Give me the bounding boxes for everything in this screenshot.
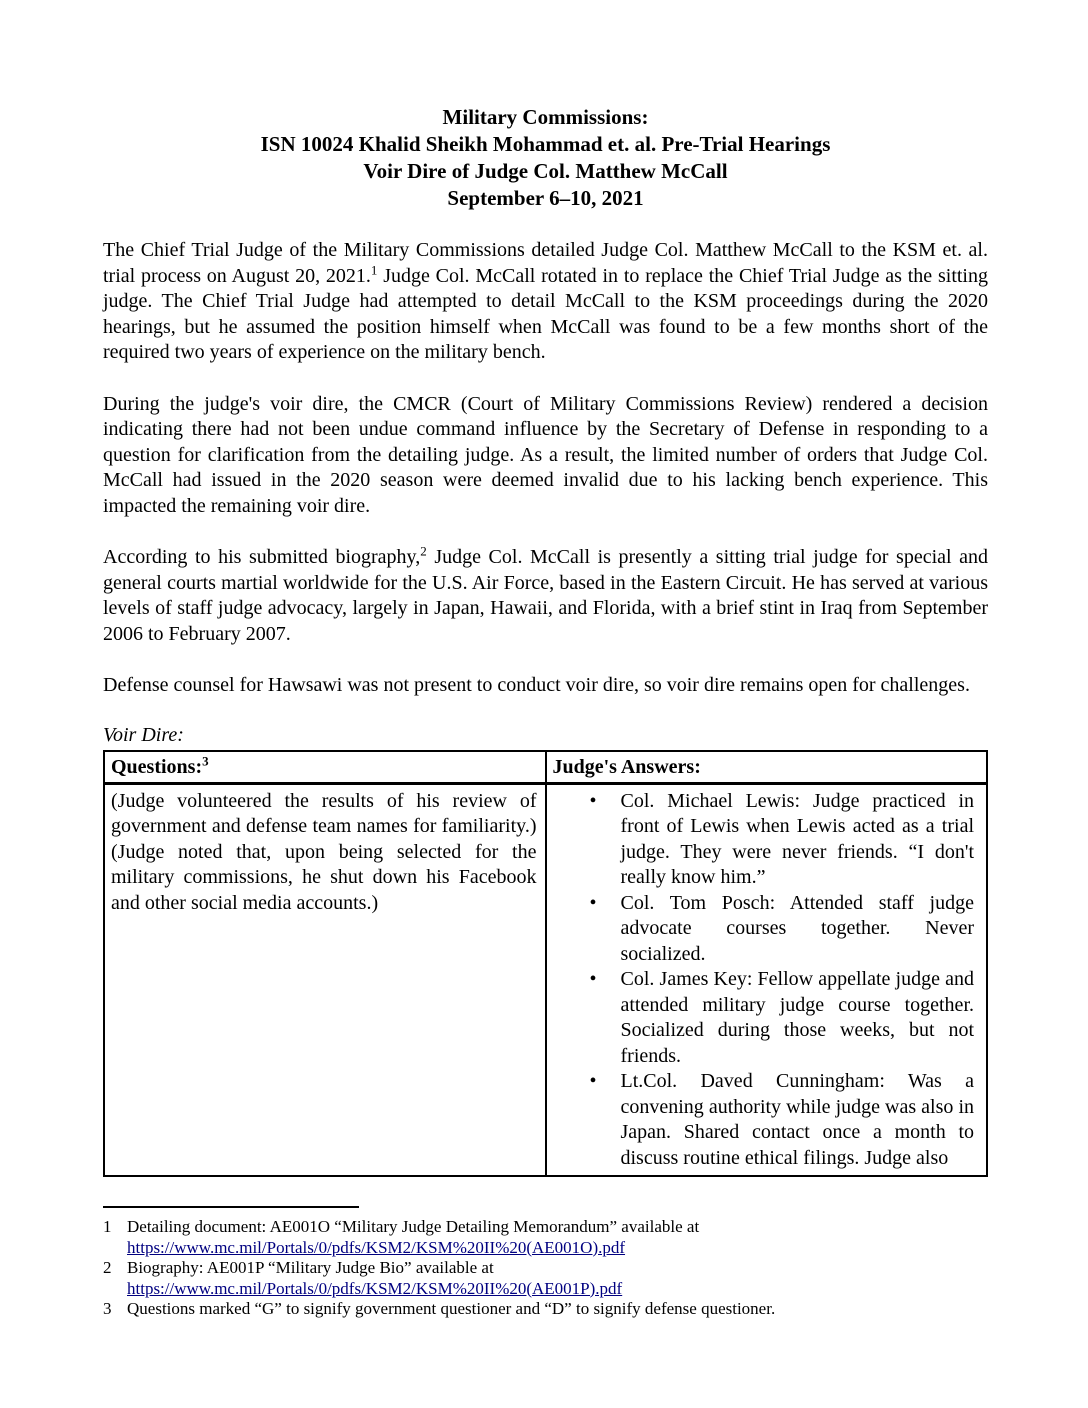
footnote-number: 1 xyxy=(103,1217,112,1236)
footnote-3 xyxy=(103,1299,988,1320)
paragraph-text: The Chief Trial Judge of the Military Commissions detailed Judge Col. Matthew McCall to the KSM et. al. trial process on August 20, 2021. xyxy=(103,239,988,287)
table-header-row xyxy=(104,751,987,784)
questions-column-header: Questions:$^3$ xyxy=(104,751,546,784)
paragraph-text: According to his submitted biography, xyxy=(103,546,421,568)
document-title xyxy=(103,104,988,212)
answers-column-header: Judge's Answers: xyxy=(546,751,988,784)
answer-item: • Col. James Key: Fellow appellate judge and attended military judge course together. Socialized during those weeks, but not friends. xyxy=(621,967,975,1069)
paragraph-biography xyxy=(103,545,988,647)
answer-item: • Col. Michael Lewis: Judge practiced in front of Lewis when Lewis acted as a trial judge. They were never friends. “I don't really know him.” xyxy=(621,789,975,891)
footnote-1 xyxy=(103,1217,988,1258)
footnote-link[interactable]: https://www.mc.mil/Portals/0/pdfs/KSM2/KSM%20II%20(AE001O).pdf xyxy=(127,1237,626,1257)
footnote-number: 2 xyxy=(103,1258,112,1277)
footnote-text: Questions marked “G” to signify government questioner and “D” to signify defense questioner. xyxy=(127,1299,776,1318)
voir-dire-section-label: Voir Dire: xyxy=(103,723,184,746)
footnote-ref-3: 3 xyxy=(202,752,209,768)
title-line-3: Voir Dire of Judge Col. Matthew McCall xyxy=(363,159,728,183)
voir-dire-table xyxy=(103,750,988,1178)
footnote-separator xyxy=(103,1206,359,1208)
answers-cell xyxy=(546,783,988,1176)
footnote-number: 3 xyxy=(103,1299,112,1318)
footnote-ref-2: 2 xyxy=(420,543,427,559)
paragraph-text: Judge Col. McCall is presently a sitting trial judge for special and general courts martial worldwide for the U.S. Air Force, based in the Eastern Circuit. He has served at various levels of staff judge advocacy, largely in Japan, Hawaii, and Florida, with a brief stint in Iraq from September 2006 to February 2007. xyxy=(103,546,988,645)
footnote-2 xyxy=(103,1258,988,1299)
paragraph-text: Defense counsel for Hawsawi was not present to conduct voir dire, so voir dire remains open for challenges. xyxy=(103,674,970,696)
paragraph-text: During the judge's voir dire, the CMCR (Court of Military Commissions Review) rendered a decision indicating there had not been undue command influence by the Secretary of Defense in responding to a question for clarification from the detailing judge. As a result, the limited number of orders that Judge Col. McCall had issued in the 2020 season were deemed invalid due to his lacking bench experience. This impacted the remaining voir dire. xyxy=(103,392,988,517)
title-line-1: Military Commissions: xyxy=(442,105,649,129)
answer-item: • Lt.Col. Daved Cunningham: Was a convening authority while judge was also in Japan. Shared contact once a month to discuss routine ethical filings. Judge also xyxy=(621,1069,975,1171)
footnote-text: Detailing document: AE001O “Military Judge Detailing Memorandum” available at https://www.mc.mil/Portals/0/pdfs/KSM2/KSM%20II%20(AE001O).pdf xyxy=(127,1217,700,1257)
footnote-ref-1: 1 xyxy=(370,261,378,277)
footnote-text: Biography: AE001P “Military Judge Bio” available at https://www.mc.mil/Portals/0/pdfs/KSM2/KSM%20II%20(AE001P).pdf xyxy=(127,1258,623,1298)
footnotes-section xyxy=(103,1217,988,1320)
answers-list xyxy=(553,789,979,1172)
paragraph-cmcr xyxy=(103,392,988,520)
question-cell: (Judge volunteered the results of his review of government and defense team names for familiarity.) (Judge noted that, upon being selected for the military commissions, he shut down his Facebook and other social media accounts.) xyxy=(104,783,546,1176)
paragraph-detailing xyxy=(103,238,988,366)
paragraph-text: Judge Col. McCall rotated in to replace the Chief Trial Judge as the sitting judge. The Chief Trial Judge had attempted to detail McCall to the KSM proceedings during the 2020 hearings, but he assumed the position himself when McCall was found to be a few months short of the required two years of experience on the military bench. xyxy=(103,264,988,363)
paragraph-hawsawi xyxy=(103,673,988,699)
footnote-link[interactable]: https://www.mc.mil/Portals/0/pdfs/KSM2/KSM%20II%20(AE001P).pdf xyxy=(127,1278,623,1298)
title-line-4: September 6–10, 2021 xyxy=(447,186,644,210)
answer-item: • Col. Tom Posch: Attended staff judge advocate courses together. Never socialized. xyxy=(621,891,975,968)
title-line-2: ISN 10024 Khalid Sheikh Mohammad et. al. Pre-Trial Hearings xyxy=(260,132,831,156)
table-body-row xyxy=(104,783,987,1176)
